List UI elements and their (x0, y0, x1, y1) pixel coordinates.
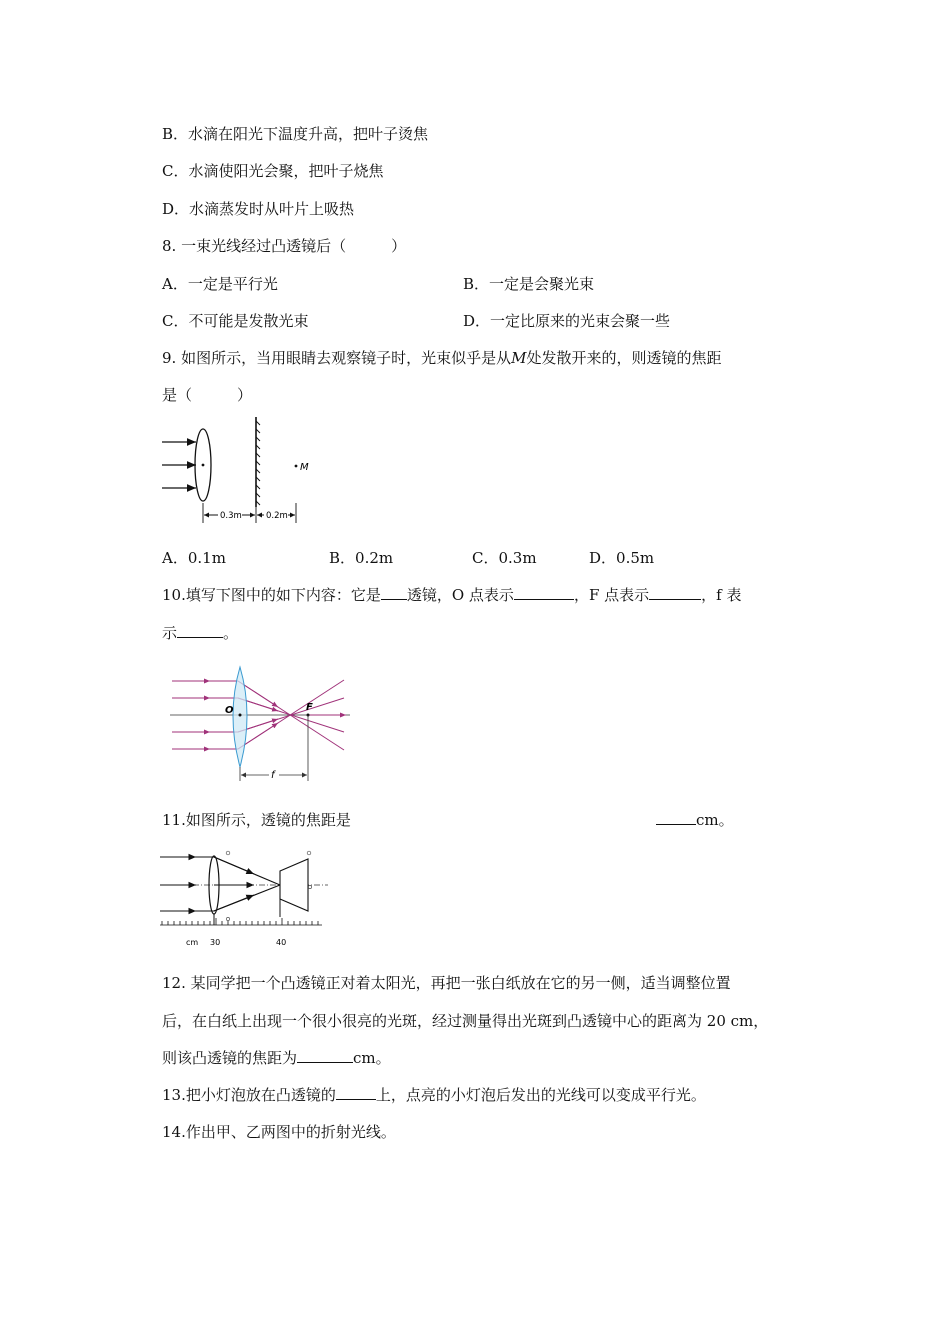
q9-option-a: A．0.1m (162, 549, 226, 567)
q9-label-m: M (300, 462, 309, 473)
q11-answer (656, 810, 734, 830)
q8-stem: 8. 一束光线经过凸透镜后（ ） (162, 237, 407, 255)
q8-option-c: C．不可能是发散光束 (162, 312, 309, 330)
q9-stem-var: M (511, 349, 527, 367)
q9-option-c: C．0.3m (472, 549, 537, 567)
q7-option-d: D．水滴蒸发时从叶片上吸热 (162, 200, 355, 218)
q10-label-f-point: F (306, 702, 313, 713)
q9-figure (160, 415, 320, 530)
q14-stem: 14.作出甲、乙两图中的折射光线。 (162, 1123, 396, 1141)
q11-label-30: 30 (210, 938, 221, 947)
q10-blank-o-point (514, 585, 574, 600)
q7-option-b: B．水滴在阳光下温度升高，把叶子烫焦 (162, 125, 429, 143)
q11-label-40: 40 (276, 938, 287, 947)
q10-figure (170, 663, 360, 785)
q9-option-b: B．0.2m (329, 549, 394, 567)
q10-text-1: 10.填写下图中的如下内容：它是 (162, 586, 381, 604)
q11-unit: cm。 (696, 811, 734, 829)
q11-figure (160, 845, 328, 950)
q11-stem: 11.如图所示，透镜的焦距是 (162, 811, 351, 829)
q9-label-distance-1: 0.3m (220, 511, 242, 521)
q12-line-3 (162, 1048, 391, 1068)
q13-stem (162, 1085, 706, 1105)
q9-incident-rays (162, 442, 196, 488)
q9-stem (162, 348, 721, 368)
q13-text-1: 13.把小灯泡放在凸透镜的 (162, 1086, 336, 1104)
q10-convex-lens (233, 667, 247, 767)
q11-screen (280, 859, 308, 911)
q9-stem-line2: 是（ ） (162, 386, 253, 404)
q10-text-5: 示 (162, 624, 178, 642)
q13-text-2: 上，点亮的小灯泡后发出的光线可以变成平行光。 (375, 1086, 706, 1104)
q12-blank-focal-length (297, 1048, 353, 1063)
q9-mirror (256, 417, 260, 507)
q8-option-b: B．一定是会聚光束 (463, 275, 595, 293)
q9-point-m (295, 465, 298, 468)
q10-label-f-length: f (271, 770, 275, 781)
q9-option-d: D．0.5m (589, 549, 655, 567)
q9-stem-part1: 9. 如图所示，当用眼睛去观察镜子时，光束似乎是从 (162, 349, 512, 367)
q10-stem-line2 (162, 623, 238, 643)
q10-text-6: 。 (223, 624, 239, 642)
q11-label-cm: cm (186, 938, 199, 947)
q10-stem (162, 585, 741, 605)
q8-option-a: A．一定是平行光 (162, 275, 278, 293)
q12-text-a: 则该凸透镜的焦距为 (162, 1049, 298, 1067)
q12-line-2: 后，在白纸上出现一个很小很亮的光斑，经过测量得出光斑到凸透镜中心的距离为 20 cm， (162, 1012, 769, 1030)
q10-text-3: ，F 点表示 (573, 586, 650, 604)
q12-line-1: 12. 某同学把一个凸透镜正对着太阳光，再把一张白纸放在它的另一侧，适当调整位置 (162, 974, 731, 992)
q10-text-4: ，f 表 (701, 586, 742, 604)
q11-rays (160, 857, 280, 911)
q12-text-b: cm。 (353, 1049, 391, 1067)
q13-blank-position (336, 1085, 376, 1100)
q7-option-c: C．水滴使阳光会聚，把叶子烧焦 (162, 162, 384, 180)
q11-ruler (160, 918, 322, 925)
q10-blank-f-point (649, 585, 701, 600)
q9-label-distance-2: 0.2m (266, 511, 288, 521)
q10-blank-f-length (177, 623, 223, 638)
q9-stem-part2: 处发散开来的，则透镜的焦距 (526, 349, 722, 367)
q11-blank-focal-length (656, 810, 696, 825)
q10-blank-lens-type (381, 585, 407, 600)
q8-option-d: D．一定比原来的光束会聚一些 (463, 312, 671, 330)
q10-text-2: 透镜，O 点表示 (406, 586, 514, 604)
q10-label-o: O (225, 705, 234, 716)
